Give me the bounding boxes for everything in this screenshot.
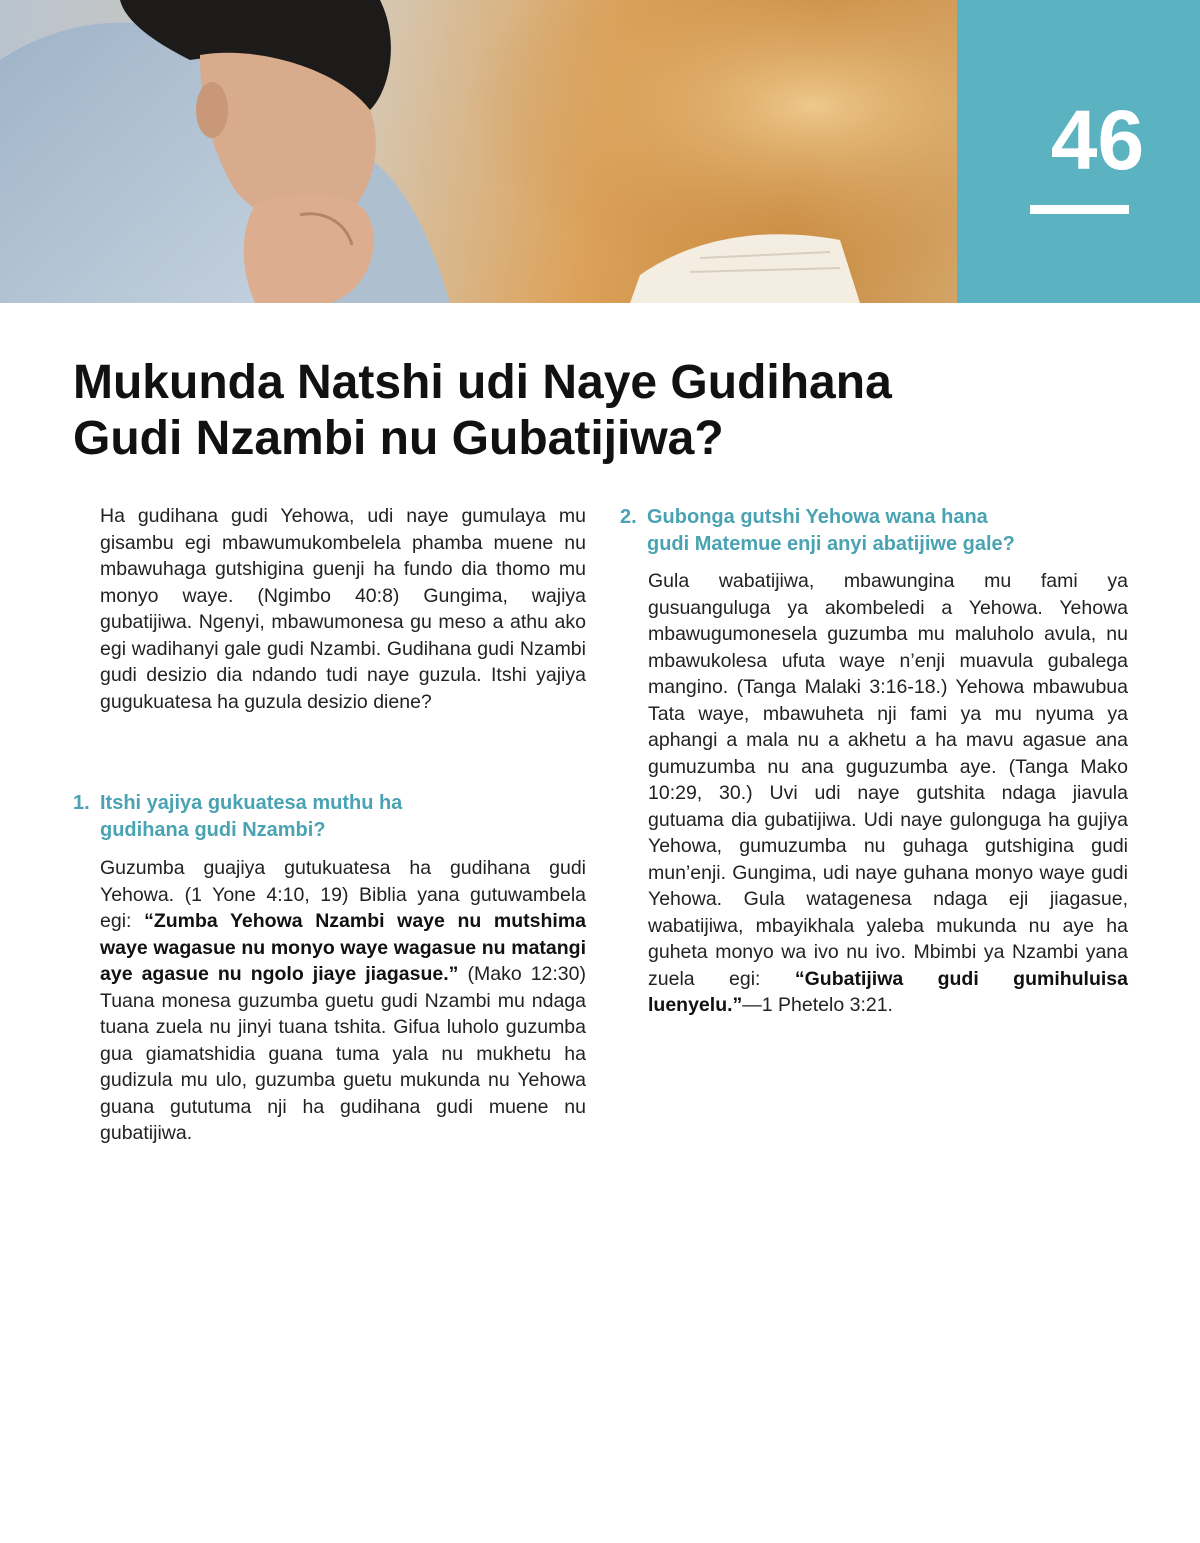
lesson-number: 46 bbox=[1050, 93, 1145, 187]
title-line-1: Mukunda Natshi udi Naye Gudihana bbox=[73, 356, 892, 409]
answer-1-paragraph bbox=[100, 855, 586, 1147]
lesson-number-underline bbox=[1030, 205, 1129, 214]
answer-1-text-b: (Mako 12:30) Tuana monesa guzumba guetu gudi Nzambi mu ndaga tuana zuela nu jinyi tuana tshita. Gifua luholo guzumba gua giamatshidia guana tuma yala nu mukhetu ha gudizula mu ulo, guzumba guetu mukunda nu Yehowa guana gututuma nji ha gudihana gudi muene nu gubatijiwa. bbox=[100, 963, 586, 1144]
header-photo bbox=[0, 0, 957, 303]
answer-1-quote: “Zumba Yehowa Nzambi waye nu mutshima waye wagasue nu monyo waye wagasue nu matangi aye agasue nu ngolo jiaye jiagasue.” bbox=[100, 910, 586, 985]
question-2 bbox=[620, 504, 1140, 558]
question-2-number: 2. bbox=[620, 506, 637, 528]
answer-2-paragraph bbox=[648, 568, 1128, 1019]
title-line-2: Gudi Nzambi nu Gubatijiwa? bbox=[73, 412, 724, 465]
intro-text: Ha gudihana gudi Yehowa, udi naye gumulaya mu gisambu egi mbawumukombelela phamba muene nu mbawuhaga gutshigina guenji ha fundo dia thomo mu monyo waye. (Ngimbo 40:8) Gungima, wajiya gubatijiwa. Ngenyi, mbawumonesa gu meso a athu ako egi wadihanyi gale gudi Nzambi. Gudihana gudi Nzambi gudi desizio dia ndando tudi naye guzula. Itshi yajiya gugukuatesa ha guzula desizio diene? bbox=[100, 505, 586, 713]
answer-2-text-a: Gula wabatijiwa, mbawungina mu fami ya gusuanguluga ya akombeledi a Yehowa. Yehowa mbawugumonesela guzumba mu maluholo avula, nu mbawukolesa ufuta waye n’enji muavula gubalega mangino. (Tanga Malaki 3:16-18.) Yehowa mbawubua Tata waye, mbawuheta nji fami ya mu nyuma ya aphangi a mala nu a akhetu a ha mavu agasue ana gumuzumba nu ana guguzumba aye. (Tanga Mako 10:29, 30.) Uvi udi naye gutshita ndaga jiavula gutuama dia gubatijiwa. Udi naye gulonguga ha gujiya Yehowa, gumuzumba nu guhaga gutshigina gudi mun’enji. Gungima, udi naye guhana monyo waye gudi Yehowa. Gula watagenesa ndaga eji jiagasue, wabatijiwa, mbayikhala yaleba mukunda nu aye ha guheta monyo wa ivo nu ivo. Mbimbi ya Nzambi yana zuela egi: bbox=[648, 570, 1128, 990]
question-1-number: 1. bbox=[73, 792, 90, 814]
answer-2-quote: “Gubatijiwa gudi gumihuluisa luenyelu.” bbox=[648, 967, 1128, 1016]
photo-man-praying bbox=[0, 0, 957, 303]
lesson-number-box bbox=[957, 0, 1200, 303]
answer-1-text-a: Guzumba guajiya gutukuatesa ha gudihana gudi Yehowa. (1 Yone 4:10, 19) Biblia yana gutuwambela egi: bbox=[100, 857, 586, 932]
page-title bbox=[73, 355, 993, 467]
answer-1 bbox=[100, 855, 586, 1147]
answer-2 bbox=[648, 568, 1128, 1019]
question-1-line-2: gudihana gudi Nzambi? bbox=[100, 819, 326, 841]
answer-2-text-b: —1 Phetelo 3:21. bbox=[742, 994, 893, 1016]
intro-paragraph bbox=[100, 503, 586, 715]
question-2-line-1: Gubonga gutshi Yehowa wana hana bbox=[647, 506, 988, 528]
question-1-line-1: Itshi yajiya gukuatesa muthu ha bbox=[100, 792, 403, 814]
question-2-line-2: gudi Matemue enji anyi abatijiwe gale? bbox=[647, 533, 1015, 555]
question-1 bbox=[73, 790, 593, 844]
